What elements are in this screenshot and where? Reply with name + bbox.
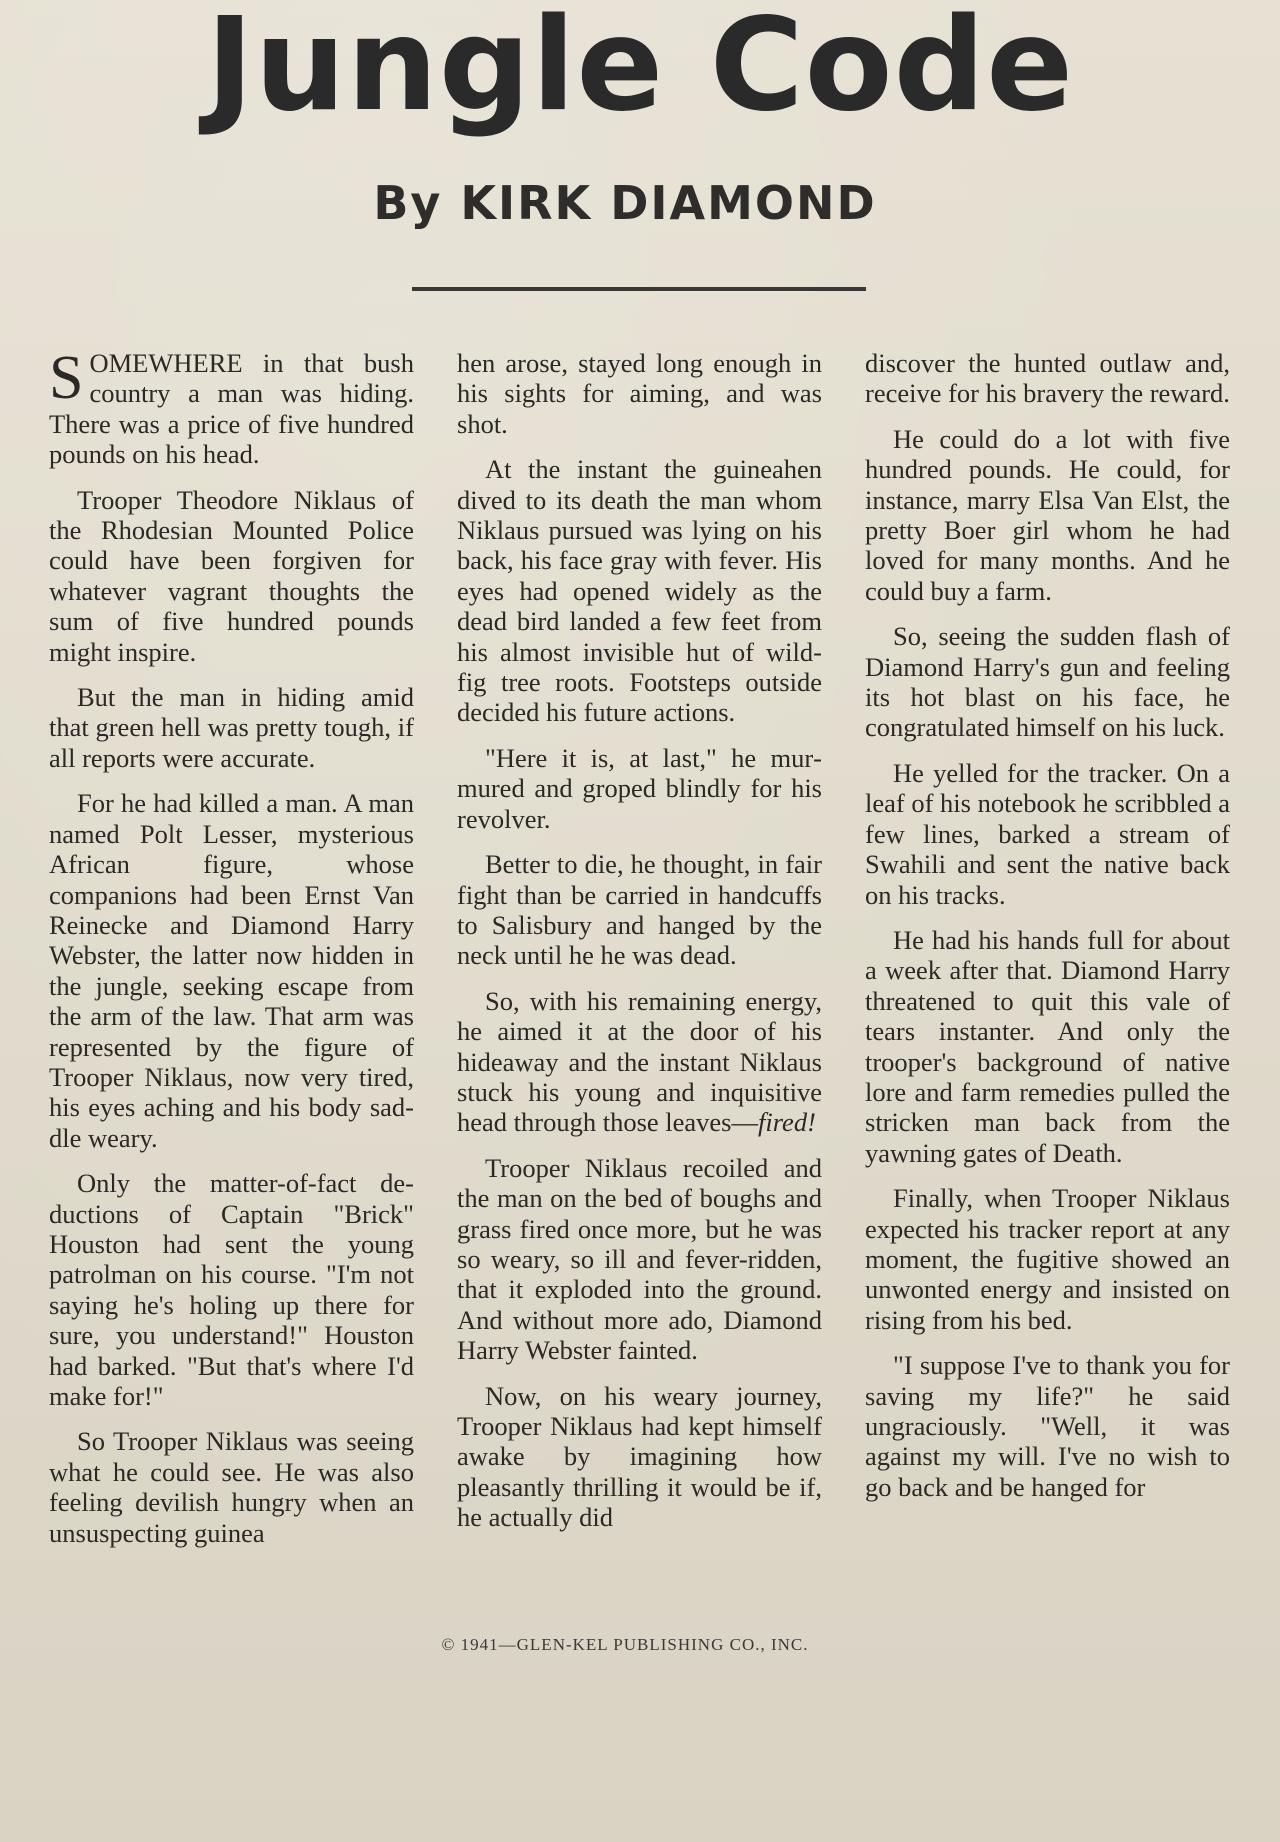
- column-2: [457, 348, 822, 1548]
- paragraph: [49, 344, 414, 470]
- emphasis-text: fired!: [758, 1107, 816, 1138]
- story-title: Jungle Code: [205, 0, 1075, 140]
- copyright-notice: © 1941—GLEN-KEL PUBLISHING CO., INC.: [441, 1635, 809, 1654]
- paragraph: For he had killed a man. A man named Polt Lesser, mysterious African figure, whose companions had been Ernst Van Reinecke and Diamond Harry Webster, the latter now hidden in the jungle, seeking escape from the arm of the law. That arm was represented by the figure of Trooper Niklaus, now very tired, his eyes aching and his body saddle weary.: [49, 788, 414, 1153]
- paragraph: Trooper Niklaus recoiled and the man on the bed of boughs and grass fired once more, but he was so weary, so ill and fever-ridden, that it exploded into the ground. And without more ado, Diamond Harry Webster fainted.: [457, 1152, 822, 1366]
- paragraph: He could do a lot with five hundred pounds. He could, for instance, marry Elsa Van Elst, the pretty Boer girl whom he had loved for many months. And he could buy a farm.: [865, 423, 1230, 606]
- paragraph: [457, 986, 822, 1138]
- paragraph: He yelled for the tracker. On a leaf of his notebook he scribbled a few lines, barked a stream of Swahili and sent the native back on his tracks.: [865, 757, 1230, 910]
- column-1: [49, 344, 414, 1563]
- paragraph: So, seeing the sudden flash of Diamond Harry's gun and feeling its hot blast on his face, he congratulated himself on his luck.: [865, 621, 1230, 743]
- paragraph: Now, on his weary journey, Trooper Niklaus had kept himself awake by imagining how pleasantly thrilling it would be if, he actually did: [457, 1380, 822, 1533]
- paragraph: At the instant the guineahen dived to its death the man whom Niklaus pursued was lying on his back, his face gray with fever. His eyes had opened widely as the dead bird landed a few feet from his almost invisible hut of wild-fig tree roots. Footsteps outside decided his future actions.: [457, 454, 822, 728]
- paragraph: Trooper Theodore Niklaus of the Rhodesian Mounted Police could have been forgiven for whatever vagrant thoughts the sum of five hundred pounds might inspire.: [49, 484, 414, 667]
- paragraph: Only the matter-of-fact deductions of Captain "Brick" Houston had sent the young patrolman on his course. "I'm not saying he's holing up there for sure, you understand!" Houston had barked. "But that's where I'd make for!": [49, 1168, 414, 1411]
- paragraph: "Here it is, at last," he murmured and groped blindly for his revolver.: [457, 742, 822, 834]
- paragraph: But the man in hiding amid that green hell was pretty tough, if all reports were accurate.: [49, 682, 414, 773]
- paragraph: Finally, when Trooper Niklaus expected his tracker report at any moment, the fugitive showed an unwonted energy and insisted on rising from his bed.: [865, 1183, 1230, 1335]
- drop-cap: S: [49, 344, 84, 412]
- title-divider: [412, 287, 866, 291]
- paragraph: Better to die, he thought, in fair fight than be carried in handcuffs to Salisbury and hanged by the neck until he he was dead.: [457, 849, 822, 971]
- paragraph-text: So, with his remaining energy, he aimed it at the door of his hideaway and the instant Niklaus stuck his young and inquisitive head through those leaves—: [457, 985, 822, 1138]
- story-byline: By KIRK DIAMOND: [373, 176, 877, 230]
- paragraph: He had his hands full for about a week after that. Diamond Harry threatened to quit this vale of tears instanter. And only the trooper's background of native lore and farm remedies pulled the stricken man back from the yawning gates of Death.: [865, 924, 1230, 1168]
- column-3: [865, 348, 1230, 1517]
- paragraph-text: OMEWHERE in that bush country a man was hiding. There was a price of five hundred pounds on his head.: [49, 348, 414, 470]
- paragraph: So Trooper Niklaus was seeing what he could see. He was also feeling devilish hungry when an unsuspecting guinea: [49, 1426, 414, 1548]
- paragraph: "I suppose I've to thank you for saving my life?" he said ungraciously. "Well, it was against my will. I've no wish to go back and be hanged for: [865, 1350, 1230, 1502]
- paragraph: hen arose, stayed long enough in his sights for aiming, and was shot.: [457, 348, 822, 439]
- paragraph: discover the hunted outlaw and, receive for his bravery the reward.: [865, 348, 1230, 409]
